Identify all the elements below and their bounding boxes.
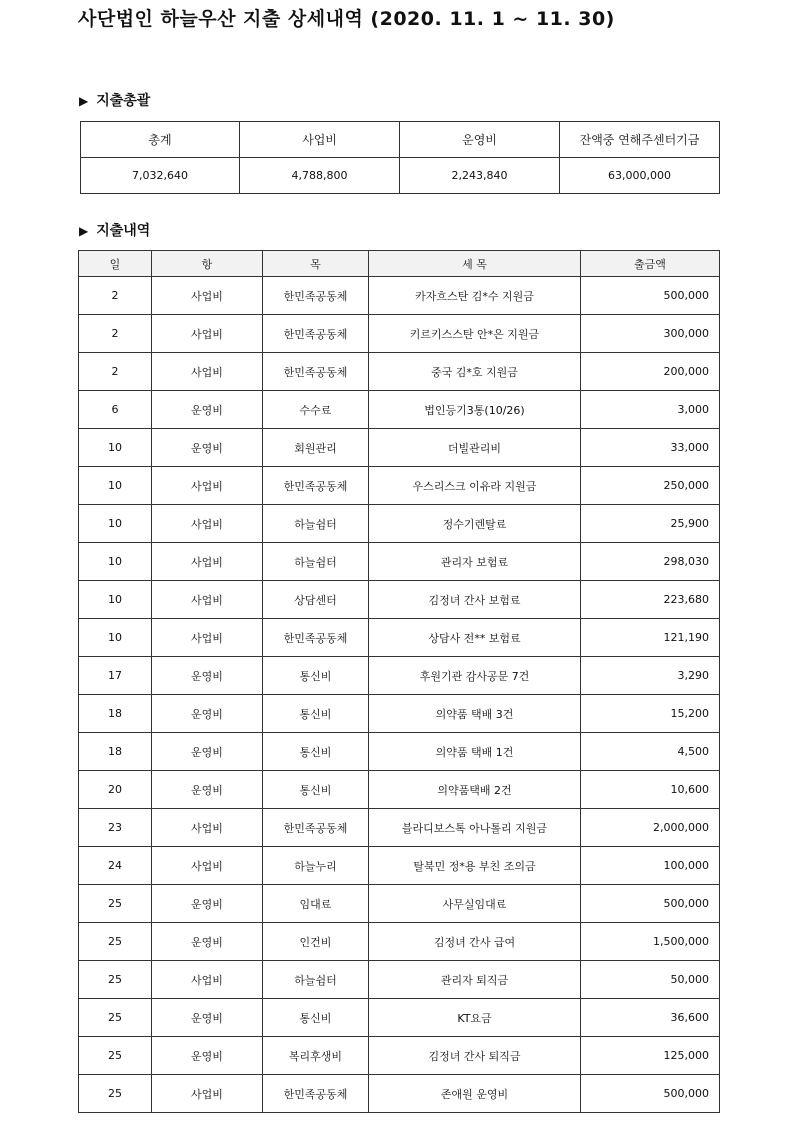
detail-cell: 우스리스크 이유라 지원금 [369,467,581,505]
detail-cell: 탈북민 정*용 부친 조의금 [369,847,581,885]
amount-cell: 36,600 [581,999,720,1037]
detail-cell: 김정녀 간사 퇴직금 [369,1037,581,1075]
item-cell: 하늘쉼터 [263,543,369,581]
category-cell: 사업비 [152,277,263,315]
day-cell: 24 [79,847,152,885]
item-cell: 한민족공동체 [263,277,369,315]
detail-header-day: 일 [79,251,152,277]
table-row [79,505,720,543]
category-cell: 사업비 [152,847,263,885]
summary-header-row [81,122,720,158]
table-row [79,961,720,999]
day-cell: 2 [79,353,152,391]
summary-value-operating: 2,243,840 [400,158,560,194]
amount-cell: 223,680 [581,581,720,619]
amount-cell: 500,000 [581,277,720,315]
amount-cell: 500,000 [581,885,720,923]
day-cell: 25 [79,923,152,961]
day-cell: 25 [79,1037,152,1075]
amount-cell: 250,000 [581,467,720,505]
detail-cell: 김정녀 간사 급여 [369,923,581,961]
detail-heading-label: 지출내역 [96,223,151,239]
category-cell: 운영비 [152,771,263,809]
amount-cell: 1,500,000 [581,923,720,961]
category-cell: 운영비 [152,429,263,467]
day-cell: 17 [79,657,152,695]
detail-cell: 더빌관리비 [369,429,581,467]
category-cell: 운영비 [152,657,263,695]
table-row [79,657,720,695]
triangle-bullet-icon: ▶ [79,94,89,108]
table-row [79,733,720,771]
amount-cell: 33,000 [581,429,720,467]
category-cell: 사업비 [152,619,263,657]
detail-cell: 의약품 택배 1건 [369,733,581,771]
amount-cell: 3,000 [581,391,720,429]
table-row [79,429,720,467]
summary-table [80,121,720,194]
category-cell: 운영비 [152,733,263,771]
category-cell: 운영비 [152,923,263,961]
item-cell: 임대료 [263,885,369,923]
item-cell: 하늘쉼터 [263,961,369,999]
table-row [79,315,720,353]
detail-header-item: 목 [263,251,369,277]
table-row [79,543,720,581]
table-row [79,353,720,391]
item-cell: 한민족공동체 [263,467,369,505]
amount-cell: 121,190 [581,619,720,657]
category-cell: 운영비 [152,885,263,923]
amount-cell: 4,500 [581,733,720,771]
detail-heading [79,220,150,240]
summary-header-operating: 운영비 [400,122,560,158]
detail-cell: 의약품 택배 3건 [369,695,581,733]
table-row [79,847,720,885]
detail-cell: 블라디보스톡 아나톨리 지원금 [369,809,581,847]
detail-header-amount: 출금액 [581,251,720,277]
amount-cell: 15,200 [581,695,720,733]
category-cell: 사업비 [152,315,263,353]
day-cell: 25 [79,1075,152,1113]
item-cell: 복리후생비 [263,1037,369,1075]
day-cell: 2 [79,277,152,315]
category-cell: 운영비 [152,391,263,429]
day-cell: 25 [79,999,152,1037]
summary-value-row [81,158,720,194]
day-cell: 10 [79,467,152,505]
item-cell: 하늘누리 [263,847,369,885]
item-cell: 통신비 [263,733,369,771]
category-cell: 운영비 [152,695,263,733]
day-cell: 6 [79,391,152,429]
detail-cell: 법인등기3통(10/26) [369,391,581,429]
amount-cell: 25,900 [581,505,720,543]
day-cell: 10 [79,581,152,619]
item-cell: 인건비 [263,923,369,961]
detail-cell: 의약품택배 2건 [369,771,581,809]
table-row [79,809,720,847]
amount-cell: 300,000 [581,315,720,353]
day-cell: 10 [79,505,152,543]
page-title: 사단법인 하늘우산 지출 상세내역 (2020. 11. 1 ~ 11. 30) [78,8,615,30]
category-cell: 사업비 [152,809,263,847]
item-cell: 하늘쉼터 [263,505,369,543]
detail-cell: KT요금 [369,999,581,1037]
summary-header-total: 총계 [81,122,240,158]
detail-header-row [79,251,720,277]
table-row [79,619,720,657]
summary-value-total: 7,032,640 [81,158,240,194]
day-cell: 10 [79,429,152,467]
detail-header-category: 항 [152,251,263,277]
summary-value-fund: 63,000,000 [560,158,720,194]
table-row [79,467,720,505]
table-row [79,1037,720,1075]
summary-heading-label: 지출총괄 [96,93,151,109]
day-cell: 10 [79,619,152,657]
summary-heading [79,90,150,110]
item-cell: 상담센터 [263,581,369,619]
table-row [79,695,720,733]
day-cell: 18 [79,733,152,771]
triangle-bullet-icon: ▶ [79,224,89,238]
table-row [79,923,720,961]
detail-cell: 존애원 운영비 [369,1075,581,1113]
amount-cell: 200,000 [581,353,720,391]
detail-cell: 후원기관 감사공문 7건 [369,657,581,695]
table-row [79,999,720,1037]
day-cell: 18 [79,695,152,733]
table-row [79,885,720,923]
summary-header-business: 사업비 [240,122,400,158]
item-cell: 한민족공동체 [263,1075,369,1113]
day-cell: 25 [79,961,152,999]
detail-header-detail: 세 목 [369,251,581,277]
item-cell: 통신비 [263,657,369,695]
amount-cell: 500,000 [581,1075,720,1113]
detail-cell: 중국 김*호 지원금 [369,353,581,391]
category-cell: 사업비 [152,1075,263,1113]
amount-cell: 298,030 [581,543,720,581]
day-cell: 23 [79,809,152,847]
table-row [79,581,720,619]
item-cell: 통신비 [263,695,369,733]
amount-cell: 100,000 [581,847,720,885]
detail-cell: 사무실임대료 [369,885,581,923]
amount-cell: 2,000,000 [581,809,720,847]
detail-cell: 정수기렌탈료 [369,505,581,543]
category-cell: 운영비 [152,999,263,1037]
detail-cell: 상담사 전** 보험료 [369,619,581,657]
day-cell: 20 [79,771,152,809]
item-cell: 한민족공동체 [263,353,369,391]
item-cell: 통신비 [263,771,369,809]
detail-cell: 카자흐스탄 김*수 지원금 [369,277,581,315]
item-cell: 통신비 [263,999,369,1037]
category-cell: 사업비 [152,505,263,543]
table-row [79,771,720,809]
detail-cell: 관리자 퇴직금 [369,961,581,999]
category-cell: 운영비 [152,1037,263,1075]
category-cell: 사업비 [152,467,263,505]
table-row [79,277,720,315]
detail-cell: 김정녀 간사 보험료 [369,581,581,619]
detail-table [78,250,720,1113]
item-cell: 회원관리 [263,429,369,467]
category-cell: 사업비 [152,543,263,581]
table-row [79,1075,720,1113]
item-cell: 한민족공동체 [263,619,369,657]
day-cell: 25 [79,885,152,923]
amount-cell: 125,000 [581,1037,720,1075]
detail-cell: 관리자 보험료 [369,543,581,581]
amount-cell: 50,000 [581,961,720,999]
day-cell: 10 [79,543,152,581]
amount-cell: 3,290 [581,657,720,695]
category-cell: 사업비 [152,961,263,999]
category-cell: 사업비 [152,581,263,619]
item-cell: 수수료 [263,391,369,429]
category-cell: 사업비 [152,353,263,391]
item-cell: 한민족공동체 [263,315,369,353]
summary-value-business: 4,788,800 [240,158,400,194]
summary-header-fund: 잔액중 연해주센터기금 [560,122,720,158]
table-row [79,391,720,429]
day-cell: 2 [79,315,152,353]
amount-cell: 10,600 [581,771,720,809]
item-cell: 한민족공동체 [263,809,369,847]
detail-cell: 키르키스스탄 안*은 지원금 [369,315,581,353]
